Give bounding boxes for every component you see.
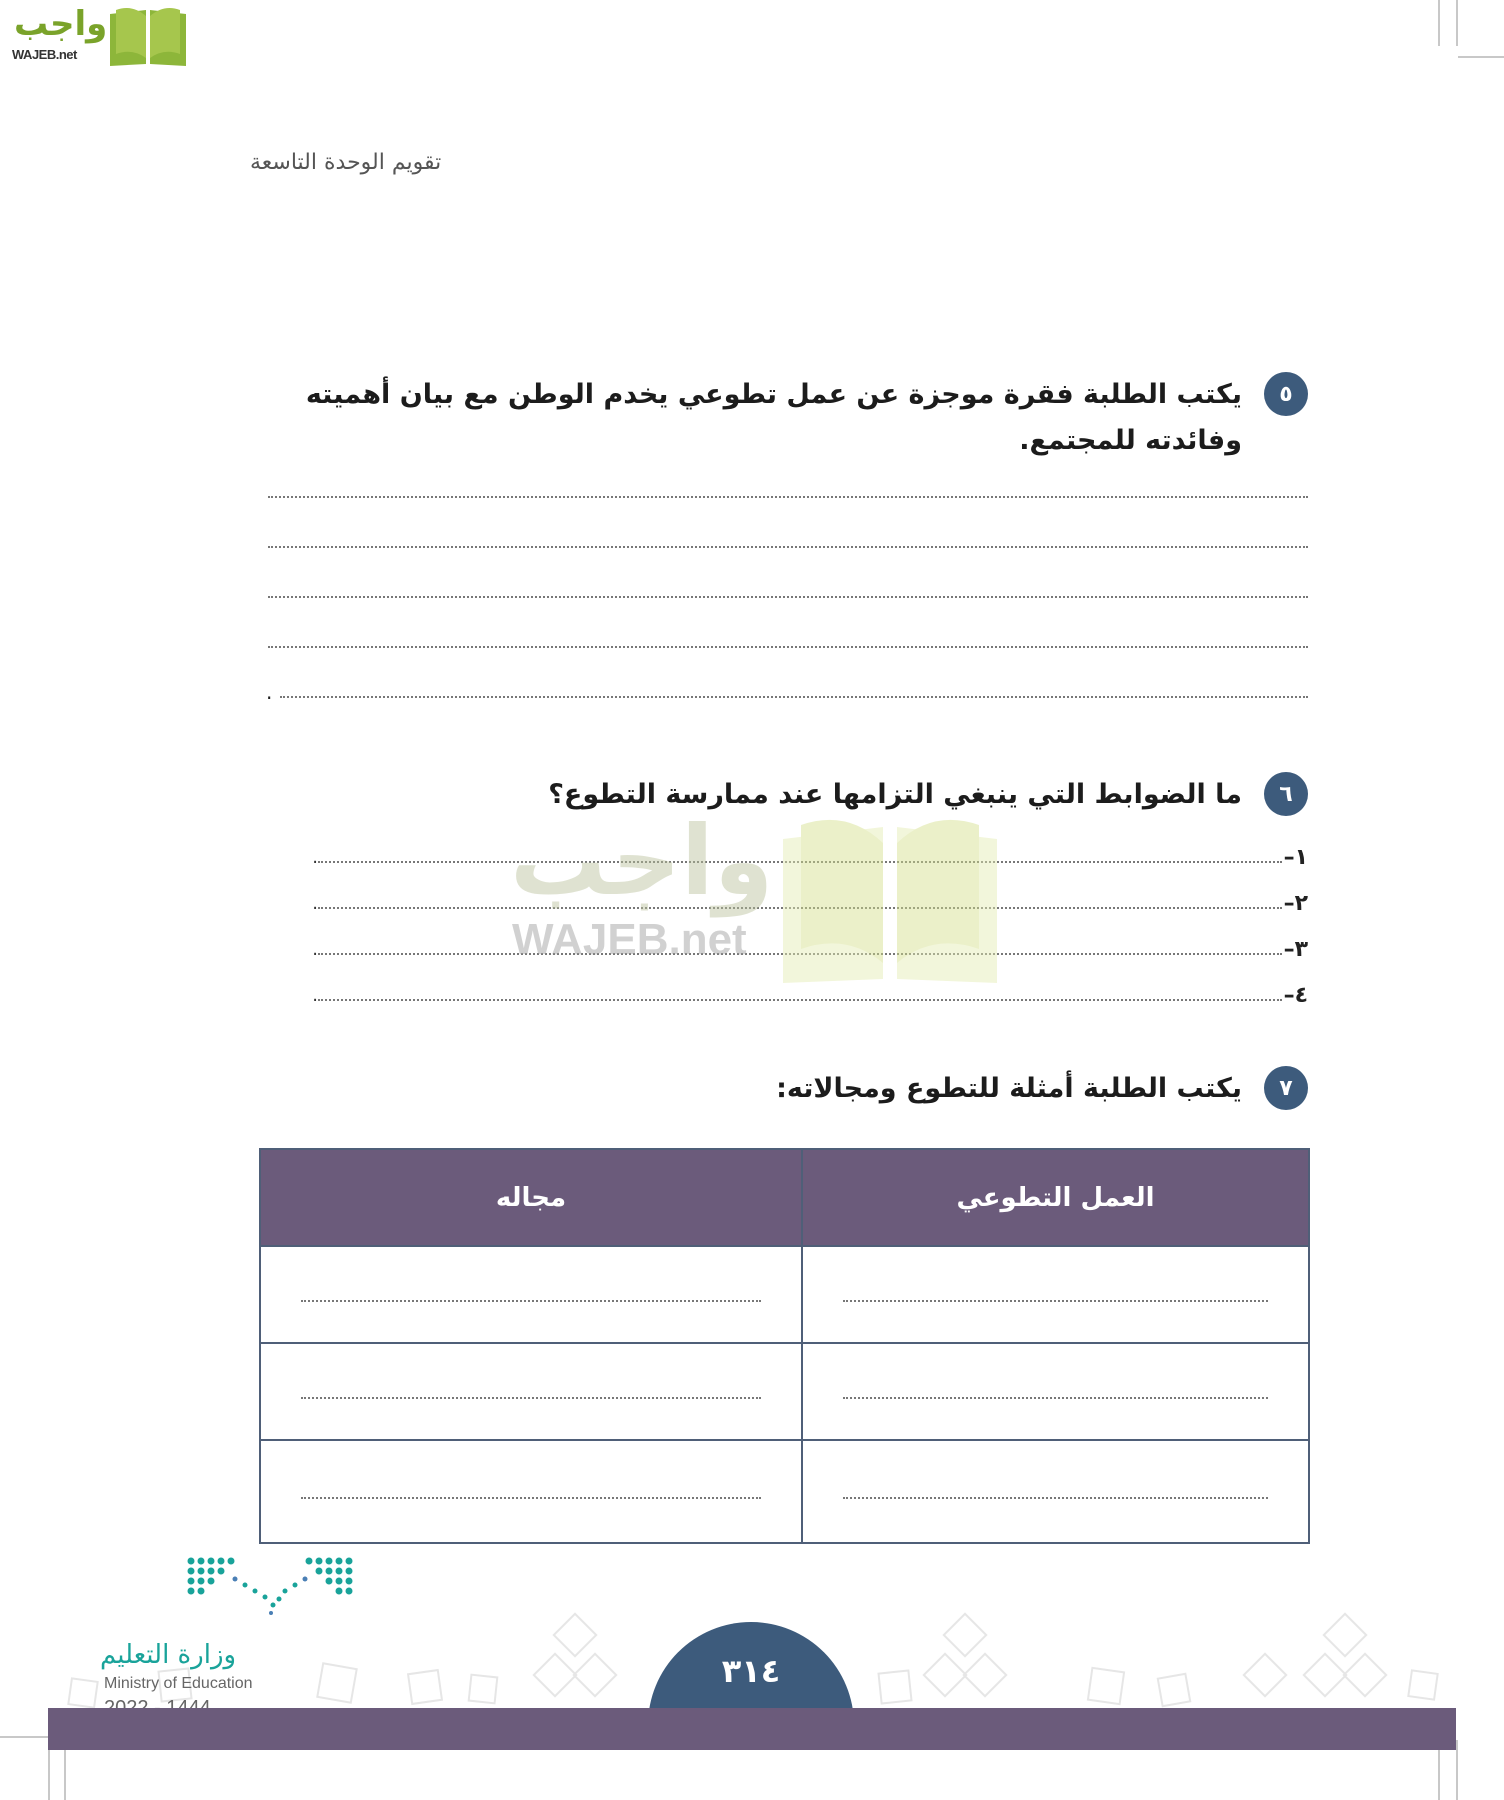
list-item-number: ٣– [1283,936,1308,962]
question-text: يكتب الطلبة فقرة موجزة عن عمل تطوعي يخدم الوطن مع بيان أهميته وفائدته للمجتمع. [305,379,1242,456]
answer-line[interactable] [280,696,1308,698]
logo-arabic-text: واجب [14,4,108,44]
table-row [260,1440,1309,1543]
answer-line[interactable] [318,861,1282,863]
logo-english-text [12,44,77,64]
answer-end-mark: . [312,984,318,1006]
answer-end-mark: . [312,892,318,914]
question-text: ما الضوابط التي ينبغي التزامها عند ممارسة التطوع؟ [548,779,1242,810]
crop-mark [1438,0,1440,46]
question-text: يكتب الطلبة أمثلة للتطوع ومجالاته: [776,1073,1242,1104]
table-row [260,1343,1309,1440]
list-item[interactable] [308,934,1308,964]
answer-line[interactable] [268,496,1308,498]
ministry-english-name: Ministry of Education [104,1675,253,1692]
running-header: تقويم الوحدة التاسعة [250,150,442,175]
list-item-number: ٤– [1283,982,1308,1008]
crop-mark [1456,1740,1458,1800]
answer-line[interactable] [318,953,1282,955]
page-number: ٣١٤ [721,1652,781,1690]
column-header-volunteer-work: العمل التطوعي [802,1149,1309,1246]
logo-english-suffix: .net [55,47,77,62]
crop-mark [1456,0,1458,46]
answer-line[interactable] [301,1300,761,1302]
question-7 [708,1066,1308,1112]
answer-line[interactable] [318,907,1282,909]
answer-line[interactable] [301,1397,761,1399]
watermark-english: WAJEB.net [512,915,747,964]
answer-line[interactable] [301,1497,761,1499]
crop-mark [0,1736,48,1738]
answer-end-mark: . [266,680,273,704]
answer-line[interactable] [843,1497,1268,1499]
logo-english-main: WAJEB [12,47,56,62]
footer-bar [48,1708,1456,1750]
column-header-field: مجاله [260,1149,802,1246]
list-item[interactable] [308,980,1308,1010]
table-cell[interactable] [260,1343,802,1440]
wajeb-logo[interactable] [10,4,190,68]
table-cell[interactable] [802,1246,1309,1343]
question-number-badge: ٥ [1264,372,1308,416]
list-item-number: ٢– [1283,890,1308,916]
book-icon [106,6,190,68]
answer-line[interactable] [268,646,1308,648]
answer-end-mark: . [312,938,318,960]
table-row [260,1246,1309,1343]
answer-line[interactable] [268,596,1308,598]
ministry-dots-icon [185,1555,355,1615]
answer-line[interactable] [843,1300,1268,1302]
table-header-row [260,1149,1309,1246]
volunteering-table [259,1148,1310,1544]
question-number-badge: ٦ [1264,772,1308,816]
ministry-arabic-name: وزارة التعليم [100,1640,237,1670]
answer-line[interactable] [843,1397,1268,1399]
table-cell[interactable] [260,1440,802,1543]
crop-mark [1458,56,1504,58]
table-cell[interactable] [802,1343,1309,1440]
list-item[interactable] [308,888,1308,918]
question-6 [508,772,1308,818]
answer-line[interactable] [268,546,1308,548]
answer-line[interactable] [318,999,1282,1001]
table-cell[interactable] [260,1246,802,1343]
list-item-number: ١– [1283,844,1308,870]
watermark-arabic: واجب [510,805,774,917]
answer-end-mark: . [312,846,318,868]
table-cell[interactable] [802,1440,1309,1543]
question-number-badge: ٧ [1264,1066,1308,1110]
question-5 [258,372,1308,464]
list-item[interactable] [308,842,1308,872]
